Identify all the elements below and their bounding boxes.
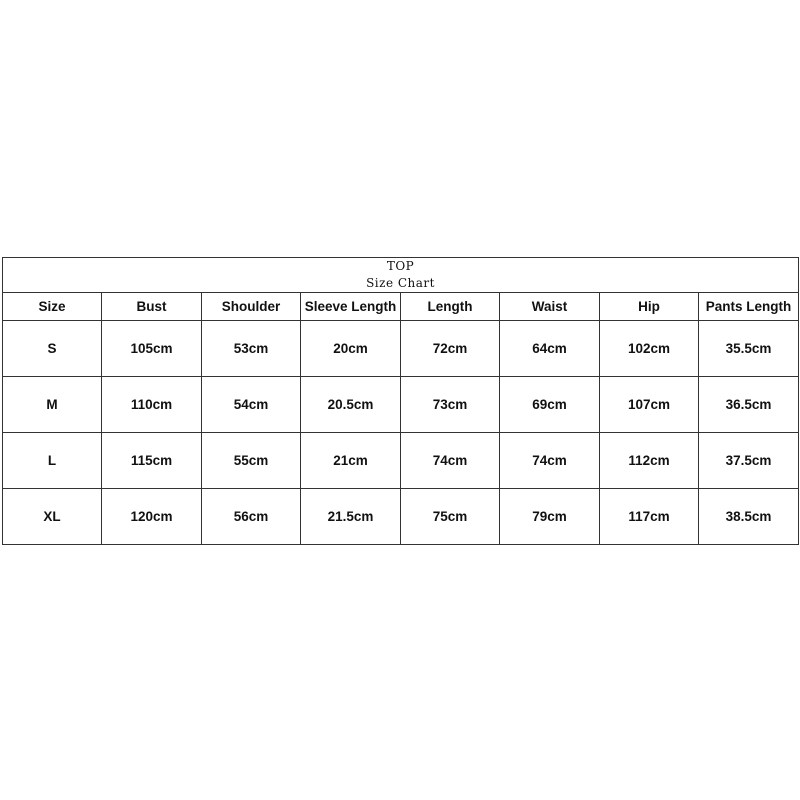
table-title: TOP [386, 259, 415, 273]
table-cell: 110cm [102, 377, 202, 433]
table-cell: S [3, 321, 102, 377]
table-cell: 117cm [600, 489, 699, 545]
column-header-size: Size [3, 293, 102, 321]
table-cell: 54cm [202, 377, 301, 433]
table-cell: 53cm [202, 321, 301, 377]
table-row-m [3, 377, 799, 433]
table-cell: 107cm [600, 377, 699, 433]
table-cell: M [3, 377, 102, 433]
table-cell: 69cm [500, 377, 600, 433]
table-cell: 64cm [500, 321, 600, 377]
table-cell: 55cm [202, 433, 301, 489]
header-row [3, 293, 799, 321]
table-cell: 20cm [301, 321, 401, 377]
table-cell: 73cm [401, 377, 500, 433]
table-cell: 112cm [600, 433, 699, 489]
table-cell: L [3, 433, 102, 489]
table-title-cell [3, 258, 799, 293]
column-header-bust: Bust [102, 293, 202, 321]
table-cell: 74cm [500, 433, 600, 489]
table-cell: 35.5cm [699, 321, 799, 377]
title-row [3, 258, 799, 293]
table-subtitle: Size Chart [366, 276, 435, 290]
table-cell: 20.5cm [301, 377, 401, 433]
column-header-hip: Hip [600, 293, 699, 321]
column-header-length: Length [401, 293, 500, 321]
table-cell: XL [3, 489, 102, 545]
table-row-s [3, 321, 799, 377]
table-cell: 102cm [600, 321, 699, 377]
table-cell: 105cm [102, 321, 202, 377]
table-row-xl [3, 489, 799, 545]
table-cell: 38.5cm [699, 489, 799, 545]
table-cell: 56cm [202, 489, 301, 545]
size-chart-table [2, 257, 799, 545]
table-cell: 21.5cm [301, 489, 401, 545]
table-row-l [3, 433, 799, 489]
table-cell: 75cm [401, 489, 500, 545]
column-header-waist: Waist [500, 293, 600, 321]
table-cell: 37.5cm [699, 433, 799, 489]
table-cell: 21cm [301, 433, 401, 489]
column-header-shoulder: Shoulder [202, 293, 301, 321]
table-cell: 72cm [401, 321, 500, 377]
column-header-pants-length: Pants Length [699, 293, 799, 321]
table-cell: 36.5cm [699, 377, 799, 433]
column-header-sleeve-length: Sleeve Length [301, 293, 401, 321]
table-cell: 79cm [500, 489, 600, 545]
table-cell: 74cm [401, 433, 500, 489]
table-cell: 115cm [102, 433, 202, 489]
table-cell: 120cm [102, 489, 202, 545]
